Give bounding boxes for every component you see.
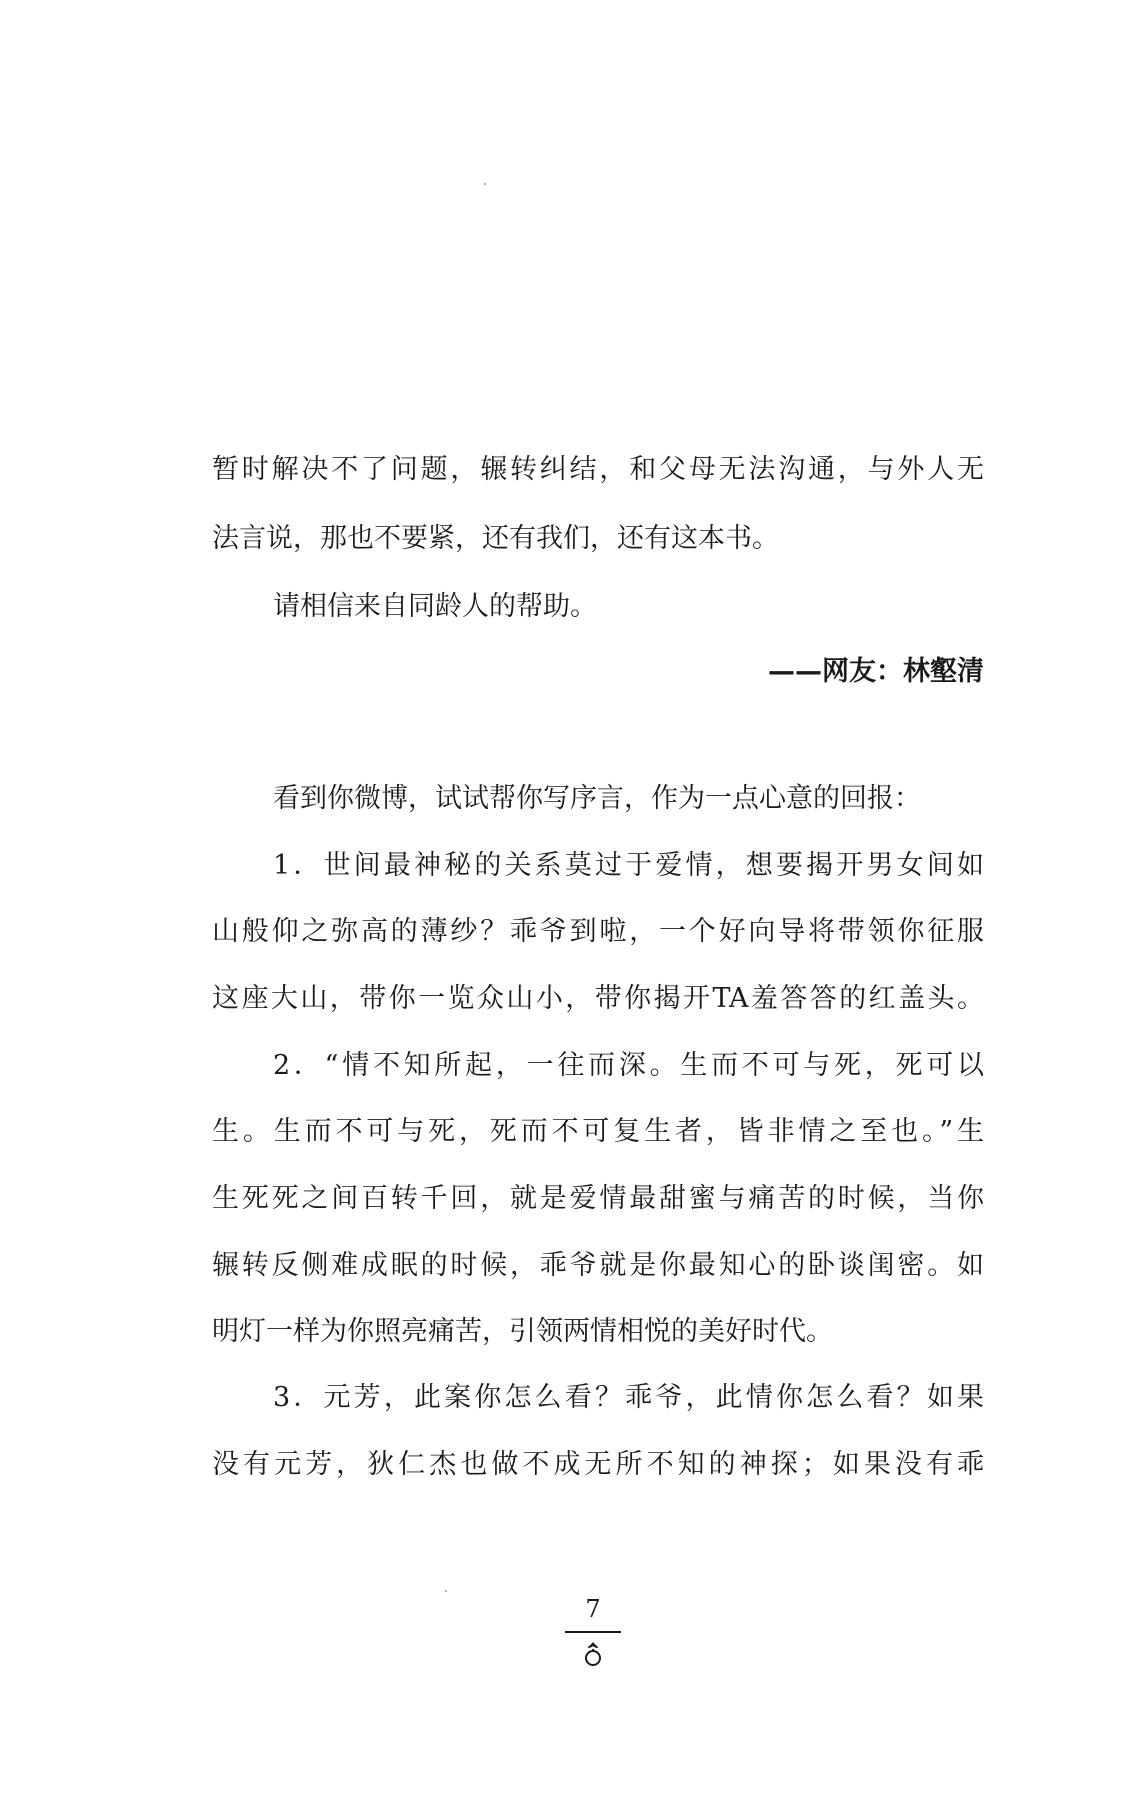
text-line: 看到你微博，试试帮你写序言，作为一点心意的回报： — [273, 783, 921, 814]
scan-speck — [445, 1590, 447, 1592]
scan-speck — [484, 183, 486, 185]
text-line: 暂时解决不了问题，辗转纠结，和父母无法沟通，与外人无 — [212, 454, 984, 485]
footer-rule — [565, 1631, 621, 1633]
text-line: 这座大山，带你一览众山小，带你揭开TA羞答答的红盖头。 — [212, 983, 984, 1014]
decorative-page-ornament-icon — [581, 1639, 605, 1669]
text-line: 生。生而不可与死，死而不可复生者，皆非情之至也。”生 — [212, 1116, 984, 1147]
text-line: 请相信来自同龄人的帮助。 — [273, 591, 597, 622]
page-footer — [565, 1595, 621, 1685]
text-line: 山般仰之弥高的薄纱？乖爷到啦，一个好向导将带领你征服 — [212, 916, 984, 947]
signature-line: ——网友：林壑清 — [768, 656, 984, 687]
text-line: 明灯一样为你照亮痛苦，引领两情相悦的美好时代。 — [212, 1316, 833, 1347]
text-line: 辗转反侧难成眠的时候，乖爷就是你最知心的卧谈闺密。如 — [212, 1250, 984, 1281]
text-line: 1．世间最神秘的关系莫过于爱情，想要揭开男女间如 — [273, 850, 984, 881]
text-line: 2．“情不知所起，一往而深。生而不可与死，死可以 — [273, 1050, 984, 1081]
text-line: 生死死之间百转千回，就是爱情最甜蜜与痛苦的时候，当你 — [212, 1183, 984, 1214]
page-number: 7 — [585, 1595, 601, 1623]
text-line: 没有元芳，狄仁杰也做不成无所不知的神探；如果没有乖 — [212, 1449, 984, 1480]
text-line: 3．元芳，此案你怎么看？乖爷，此情你怎么看？如果 — [273, 1382, 984, 1413]
text-line: 法言说，那也不要紧，还有我们，还有这本书。 — [212, 523, 779, 554]
